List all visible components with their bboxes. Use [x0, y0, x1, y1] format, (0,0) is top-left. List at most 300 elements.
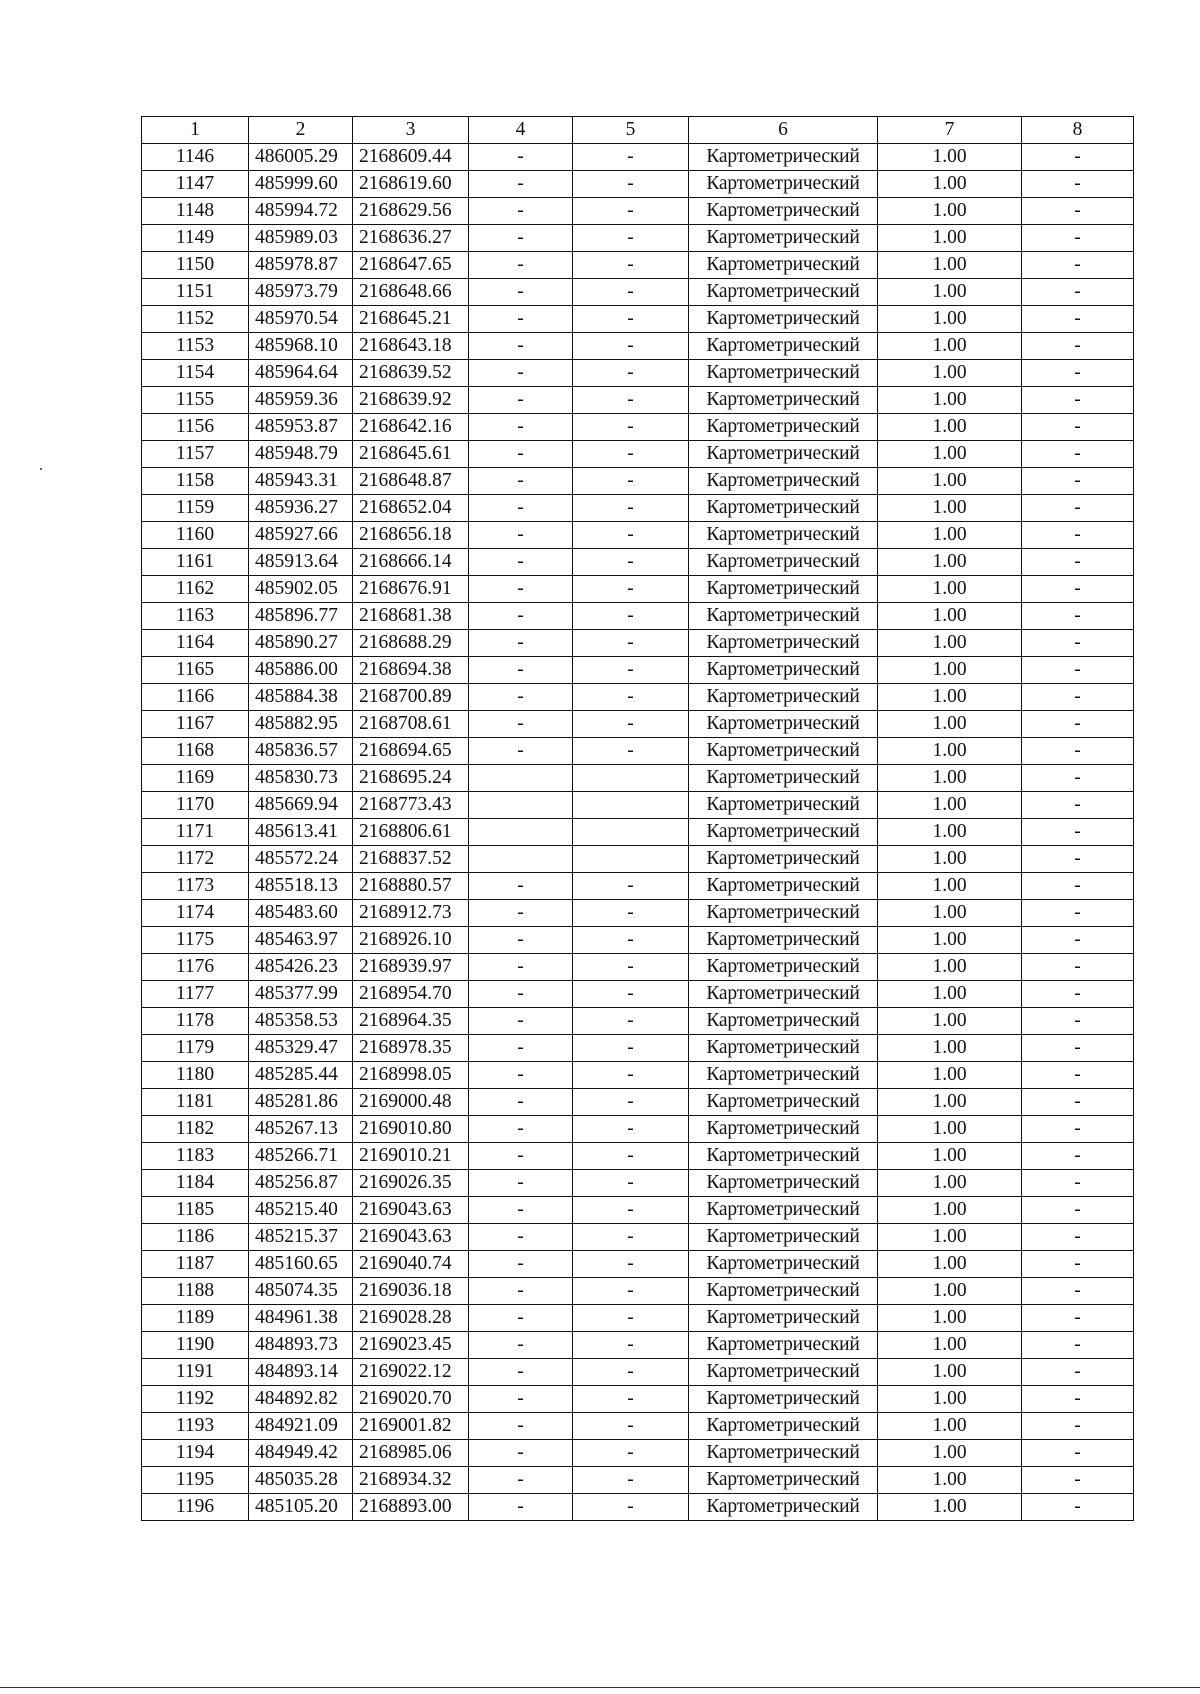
col-4-value-cell: -	[469, 468, 573, 495]
coordinate-y-cell: 2168639.52	[353, 360, 469, 387]
coordinate-x-cell: 485074.35	[249, 1278, 353, 1305]
table-row	[142, 1170, 1134, 1197]
col-8-value-cell: -	[1022, 198, 1134, 225]
coordinate-x-cell: 485483.60	[249, 900, 353, 927]
col-5-value-cell: -	[573, 1359, 689, 1386]
col-8-value-cell: -	[1022, 1170, 1134, 1197]
coordinate-x-cell: 486005.29	[249, 144, 353, 171]
table-row	[142, 981, 1134, 1008]
coordinate-y-cell: 2168645.21	[353, 306, 469, 333]
coordinate-y-cell: 2168773.43	[353, 792, 469, 819]
coordinates-table	[141, 116, 1134, 1521]
col-8-value-cell: -	[1022, 576, 1134, 603]
table-row	[142, 468, 1134, 495]
col-5-value-cell	[573, 792, 689, 819]
col-4-value-cell: -	[469, 171, 573, 198]
point-number-cell: 1183	[142, 1143, 249, 1170]
point-number-cell: 1179	[142, 1035, 249, 1062]
coordinate-y-cell: 2168681.38	[353, 603, 469, 630]
col-5-value-cell: -	[573, 1278, 689, 1305]
coordinate-x-cell: 485669.94	[249, 792, 353, 819]
accuracy-cell: 1.00	[878, 900, 1022, 927]
coordinate-y-cell: 2168926.10	[353, 927, 469, 954]
point-number-cell: 1175	[142, 927, 249, 954]
point-number-cell: 1172	[142, 846, 249, 873]
col-4-value-cell: -	[469, 630, 573, 657]
point-number-cell: 1189	[142, 1305, 249, 1332]
method-cell: Картометрический	[689, 144, 878, 171]
col-4-value-cell: -	[469, 144, 573, 171]
col-5-value-cell: -	[573, 333, 689, 360]
col-5-value-cell: -	[573, 981, 689, 1008]
coordinate-y-cell: 2168652.04	[353, 495, 469, 522]
col-4-value-cell: -	[469, 1008, 573, 1035]
accuracy-cell: 1.00	[878, 792, 1022, 819]
col-8-value-cell: -	[1022, 1224, 1134, 1251]
col-5-value-cell: -	[573, 1467, 689, 1494]
col-8-value-cell: -	[1022, 819, 1134, 846]
coordinate-x-cell: 485968.10	[249, 333, 353, 360]
point-number-cell: 1171	[142, 819, 249, 846]
accuracy-cell: 1.00	[878, 1278, 1022, 1305]
point-number-cell: 1191	[142, 1359, 249, 1386]
method-cell: Картометрический	[689, 279, 878, 306]
point-number-cell: 1149	[142, 225, 249, 252]
method-cell: Картометрический	[689, 198, 878, 225]
table-row	[142, 1413, 1134, 1440]
accuracy-cell: 1.00	[878, 225, 1022, 252]
col-5-value-cell	[573, 846, 689, 873]
col-5-value-cell: -	[573, 1224, 689, 1251]
table-row	[142, 171, 1134, 198]
point-number-cell: 1166	[142, 684, 249, 711]
accuracy-cell: 1.00	[878, 765, 1022, 792]
accuracy-cell: 1.00	[878, 252, 1022, 279]
method-cell: Картометрический	[689, 1089, 878, 1116]
accuracy-cell: 1.00	[878, 1062, 1022, 1089]
col-5-value-cell: -	[573, 252, 689, 279]
coordinate-x-cell: 485329.47	[249, 1035, 353, 1062]
point-number-cell: 1184	[142, 1170, 249, 1197]
col-4-value-cell: -	[469, 1359, 573, 1386]
col-4-value-cell: -	[469, 306, 573, 333]
accuracy-cell: 1.00	[878, 1467, 1022, 1494]
coordinate-x-cell: 485105.20	[249, 1494, 353, 1521]
col-8-value-cell: -	[1022, 1386, 1134, 1413]
accuracy-cell: 1.00	[878, 1305, 1022, 1332]
accuracy-cell: 1.00	[878, 711, 1022, 738]
col-5-value-cell: -	[573, 954, 689, 981]
col-4-value-cell: -	[469, 1035, 573, 1062]
coordinate-x-cell: 485285.44	[249, 1062, 353, 1089]
table-row	[142, 1035, 1134, 1062]
col-8-value-cell: -	[1022, 738, 1134, 765]
coordinate-y-cell: 2168642.16	[353, 414, 469, 441]
coordinate-x-cell: 485913.64	[249, 549, 353, 576]
coordinate-y-cell: 2169026.35	[353, 1170, 469, 1197]
col-5-value-cell: -	[573, 306, 689, 333]
coordinate-y-cell: 2168694.65	[353, 738, 469, 765]
col-5-value-cell: -	[573, 711, 689, 738]
table-row	[142, 738, 1134, 765]
accuracy-cell: 1.00	[878, 549, 1022, 576]
table-row	[142, 1467, 1134, 1494]
coordinate-x-cell: 484949.42	[249, 1440, 353, 1467]
coordinate-x-cell: 485215.37	[249, 1224, 353, 1251]
col-5-value-cell: -	[573, 144, 689, 171]
accuracy-cell: 1.00	[878, 981, 1022, 1008]
table-row	[142, 684, 1134, 711]
col-8-value-cell: -	[1022, 1143, 1134, 1170]
col-4-value-cell: -	[469, 1197, 573, 1224]
col-4-value-cell: -	[469, 414, 573, 441]
coordinate-x-cell: 485882.95	[249, 711, 353, 738]
table-body	[142, 144, 1134, 1521]
method-cell: Картометрический	[689, 360, 878, 387]
coordinate-x-cell: 485959.36	[249, 387, 353, 414]
col-4-value-cell: -	[469, 873, 573, 900]
coordinate-x-cell: 485463.97	[249, 927, 353, 954]
accuracy-cell: 1.00	[878, 441, 1022, 468]
coordinate-x-cell: 484961.38	[249, 1305, 353, 1332]
coordinate-x-cell: 485927.66	[249, 522, 353, 549]
point-number-cell: 1154	[142, 360, 249, 387]
method-cell: Картометрический	[689, 900, 878, 927]
col-5-value-cell: -	[573, 657, 689, 684]
accuracy-cell: 1.00	[878, 1116, 1022, 1143]
col-4-value-cell: -	[469, 1143, 573, 1170]
point-number-cell: 1192	[142, 1386, 249, 1413]
coordinate-x-cell: 485377.99	[249, 981, 353, 1008]
coordinate-y-cell: 2168964.35	[353, 1008, 469, 1035]
coordinate-y-cell: 2168643.18	[353, 333, 469, 360]
point-number-cell: 1196	[142, 1494, 249, 1521]
coordinate-x-cell: 484921.09	[249, 1413, 353, 1440]
coordinate-x-cell: 485215.40	[249, 1197, 353, 1224]
method-cell: Картометрический	[689, 387, 878, 414]
point-number-cell: 1159	[142, 495, 249, 522]
coordinate-x-cell: 485964.64	[249, 360, 353, 387]
coordinate-y-cell: 2168636.27	[353, 225, 469, 252]
col-4-value-cell: -	[469, 576, 573, 603]
method-cell: Картометрический	[689, 1413, 878, 1440]
col-4-value-cell: -	[469, 603, 573, 630]
coordinate-x-cell: 485943.31	[249, 468, 353, 495]
method-cell: Картометрический	[689, 522, 878, 549]
table-row	[142, 252, 1134, 279]
point-number-cell: 1168	[142, 738, 249, 765]
method-cell: Картометрический	[689, 1359, 878, 1386]
col-8-value-cell: -	[1022, 549, 1134, 576]
coordinate-y-cell: 2169036.18	[353, 1278, 469, 1305]
accuracy-cell: 1.00	[878, 684, 1022, 711]
accuracy-cell: 1.00	[878, 387, 1022, 414]
table-row	[142, 1197, 1134, 1224]
col-5-value-cell: -	[573, 576, 689, 603]
coordinate-x-cell: 485978.87	[249, 252, 353, 279]
method-cell: Картометрический	[689, 414, 878, 441]
coordinate-y-cell: 2168998.05	[353, 1062, 469, 1089]
method-cell: Картометрический	[689, 576, 878, 603]
method-cell: Картометрический	[689, 549, 878, 576]
col-5-value-cell: -	[573, 1089, 689, 1116]
coordinate-x-cell: 485973.79	[249, 279, 353, 306]
col-5-value-cell: -	[573, 1062, 689, 1089]
point-number-cell: 1182	[142, 1116, 249, 1143]
coordinate-x-cell: 485836.57	[249, 738, 353, 765]
table-row	[142, 657, 1134, 684]
table-row	[142, 1116, 1134, 1143]
col-5-value-cell: -	[573, 522, 689, 549]
table-row	[142, 144, 1134, 171]
method-cell: Картометрический	[689, 711, 878, 738]
point-number-cell: 1165	[142, 657, 249, 684]
method-cell: Картометрический	[689, 738, 878, 765]
point-number-cell: 1193	[142, 1413, 249, 1440]
col-5-value-cell: -	[573, 927, 689, 954]
method-cell: Картометрический	[689, 171, 878, 198]
accuracy-cell: 1.00	[878, 657, 1022, 684]
accuracy-cell: 1.00	[878, 576, 1022, 603]
point-number-cell: 1174	[142, 900, 249, 927]
col-4-value-cell: -	[469, 1278, 573, 1305]
method-cell: Картометрический	[689, 954, 878, 981]
point-number-cell: 1173	[142, 873, 249, 900]
point-number-cell: 1177	[142, 981, 249, 1008]
col-5-value-cell: -	[573, 1332, 689, 1359]
method-cell: Картометрический	[689, 657, 878, 684]
coordinate-y-cell: 2169043.63	[353, 1224, 469, 1251]
method-cell: Картометрический	[689, 819, 878, 846]
col-8-value-cell: -	[1022, 1089, 1134, 1116]
point-number-cell: 1188	[142, 1278, 249, 1305]
table-row	[142, 1143, 1134, 1170]
coordinate-x-cell: 485953.87	[249, 414, 353, 441]
col-8-value-cell: -	[1022, 657, 1134, 684]
accuracy-cell: 1.00	[878, 306, 1022, 333]
coordinate-y-cell: 2168893.00	[353, 1494, 469, 1521]
table-row	[142, 387, 1134, 414]
col-5-value-cell: -	[573, 279, 689, 306]
table-row	[142, 630, 1134, 657]
coordinate-y-cell: 2169000.48	[353, 1089, 469, 1116]
col-8-value-cell: -	[1022, 414, 1134, 441]
coordinate-x-cell: 485830.73	[249, 765, 353, 792]
col-5-value-cell: -	[573, 630, 689, 657]
point-number-cell: 1195	[142, 1467, 249, 1494]
col-8-value-cell: -	[1022, 1251, 1134, 1278]
point-number-cell: 1163	[142, 603, 249, 630]
coordinate-x-cell: 485160.65	[249, 1251, 353, 1278]
accuracy-cell: 1.00	[878, 1413, 1022, 1440]
coordinate-y-cell: 2168645.61	[353, 441, 469, 468]
table-row	[142, 1332, 1134, 1359]
coordinate-x-cell: 485999.60	[249, 171, 353, 198]
col-8-value-cell: -	[1022, 630, 1134, 657]
method-cell: Картометрический	[689, 333, 878, 360]
col-5-value-cell: -	[573, 225, 689, 252]
coordinate-y-cell: 2168688.29	[353, 630, 469, 657]
coordinate-y-cell: 2168934.32	[353, 1467, 469, 1494]
accuracy-cell: 1.00	[878, 603, 1022, 630]
accuracy-cell: 1.00	[878, 738, 1022, 765]
table-row	[142, 1278, 1134, 1305]
coordinate-y-cell: 2168880.57	[353, 873, 469, 900]
table-row	[142, 711, 1134, 738]
accuracy-cell: 1.00	[878, 630, 1022, 657]
table-row	[142, 1224, 1134, 1251]
coordinate-x-cell: 485896.77	[249, 603, 353, 630]
point-number-cell: 1146	[142, 144, 249, 171]
point-number-cell: 1186	[142, 1224, 249, 1251]
col-8-value-cell: -	[1022, 954, 1134, 981]
table-row	[142, 1251, 1134, 1278]
coordinate-y-cell: 2168978.35	[353, 1035, 469, 1062]
col-8-value-cell: -	[1022, 468, 1134, 495]
table-row	[142, 333, 1134, 360]
method-cell: Картометрический	[689, 1305, 878, 1332]
col-8-value-cell: -	[1022, 1359, 1134, 1386]
accuracy-cell: 1.00	[878, 495, 1022, 522]
accuracy-cell: 1.00	[878, 1089, 1022, 1116]
coordinate-y-cell: 2168954.70	[353, 981, 469, 1008]
col-5-value-cell: -	[573, 1440, 689, 1467]
col-8-value-cell: -	[1022, 1008, 1134, 1035]
coordinate-y-cell: 2168700.89	[353, 684, 469, 711]
coordinate-y-cell: 2168708.61	[353, 711, 469, 738]
col-4-value-cell: -	[469, 1062, 573, 1089]
method-cell: Картометрический	[689, 1467, 878, 1494]
point-number-cell: 1169	[142, 765, 249, 792]
table-row	[142, 792, 1134, 819]
coordinate-x-cell: 485890.27	[249, 630, 353, 657]
accuracy-cell: 1.00	[878, 333, 1022, 360]
col-4-value-cell: -	[469, 684, 573, 711]
col-8-value-cell: -	[1022, 225, 1134, 252]
table-row	[142, 1089, 1134, 1116]
method-cell: Картометрический	[689, 1224, 878, 1251]
method-cell: Картометрический	[689, 495, 878, 522]
col-8-value-cell: -	[1022, 306, 1134, 333]
point-number-cell: 1156	[142, 414, 249, 441]
col-8-value-cell: -	[1022, 144, 1134, 171]
table-row	[142, 1494, 1134, 1521]
coordinate-y-cell: 2168666.14	[353, 549, 469, 576]
col-5-value-cell: -	[573, 1386, 689, 1413]
col-4-value-cell: -	[469, 333, 573, 360]
col-4-value-cell: -	[469, 279, 573, 306]
accuracy-cell: 1.00	[878, 144, 1022, 171]
coordinate-y-cell: 2169028.28	[353, 1305, 469, 1332]
coordinate-y-cell: 2168985.06	[353, 1440, 469, 1467]
col-4-value-cell: -	[469, 522, 573, 549]
col-4-value-cell: -	[469, 1413, 573, 1440]
table-row	[142, 414, 1134, 441]
accuracy-cell: 1.00	[878, 1197, 1022, 1224]
coordinate-y-cell: 2168648.66	[353, 279, 469, 306]
coordinate-x-cell: 485267.13	[249, 1116, 353, 1143]
accuracy-cell: 1.00	[878, 819, 1022, 846]
point-number-cell: 1161	[142, 549, 249, 576]
coordinate-x-cell: 485426.23	[249, 954, 353, 981]
col-8-value-cell: -	[1022, 1305, 1134, 1332]
coordinate-y-cell: 2168912.73	[353, 900, 469, 927]
table-row	[142, 765, 1134, 792]
coordinate-y-cell: 2169001.82	[353, 1413, 469, 1440]
accuracy-cell: 1.00	[878, 468, 1022, 495]
point-number-cell: 1180	[142, 1062, 249, 1089]
col-4-value-cell	[469, 792, 573, 819]
method-cell: Картометрический	[689, 1278, 878, 1305]
coordinate-y-cell: 2168695.24	[353, 765, 469, 792]
table-row	[142, 549, 1134, 576]
col-4-value-cell: -	[469, 981, 573, 1008]
coordinate-y-cell: 2169010.80	[353, 1116, 469, 1143]
method-cell: Картометрический	[689, 1062, 878, 1089]
accuracy-cell: 1.00	[878, 360, 1022, 387]
coordinate-x-cell: 485994.72	[249, 198, 353, 225]
coordinate-y-cell: 2168694.38	[353, 657, 469, 684]
col-5-value-cell: -	[573, 1143, 689, 1170]
header-col-7: 7	[878, 117, 1022, 144]
accuracy-cell: 1.00	[878, 414, 1022, 441]
header-col-1: 1	[142, 117, 249, 144]
coordinate-x-cell: 485572.24	[249, 846, 353, 873]
coordinate-y-cell: 2168639.92	[353, 387, 469, 414]
coordinate-y-cell: 2168647.65	[353, 252, 469, 279]
table-row	[142, 1386, 1134, 1413]
col-4-value-cell: -	[469, 1251, 573, 1278]
col-4-value-cell: -	[469, 927, 573, 954]
coordinate-x-cell: 485902.05	[249, 576, 353, 603]
table-row	[142, 495, 1134, 522]
col-5-value-cell: -	[573, 468, 689, 495]
col-4-value-cell: -	[469, 1467, 573, 1494]
coordinate-y-cell: 2168676.91	[353, 576, 469, 603]
point-number-cell: 1167	[142, 711, 249, 738]
coordinate-y-cell: 2169022.12	[353, 1359, 469, 1386]
col-4-value-cell: -	[469, 1440, 573, 1467]
point-number-cell: 1185	[142, 1197, 249, 1224]
point-number-cell: 1155	[142, 387, 249, 414]
method-cell: Картометрический	[689, 1116, 878, 1143]
coordinate-y-cell: 2168619.60	[353, 171, 469, 198]
coordinate-y-cell: 2169043.63	[353, 1197, 469, 1224]
col-4-value-cell	[469, 765, 573, 792]
table-row	[142, 927, 1134, 954]
table-row	[142, 306, 1134, 333]
point-number-cell: 1157	[142, 441, 249, 468]
coordinate-x-cell: 485936.27	[249, 495, 353, 522]
col-5-value-cell: -	[573, 495, 689, 522]
bottom-rule	[0, 1687, 1200, 1688]
coordinate-x-cell: 485518.13	[249, 873, 353, 900]
col-8-value-cell: -	[1022, 981, 1134, 1008]
col-5-value-cell: -	[573, 1116, 689, 1143]
table-row	[142, 198, 1134, 225]
method-cell: Картометрический	[689, 1197, 878, 1224]
coordinate-y-cell: 2168609.44	[353, 144, 469, 171]
table-row	[142, 1440, 1134, 1467]
coordinate-x-cell: 485989.03	[249, 225, 353, 252]
col-8-value-cell: -	[1022, 1197, 1134, 1224]
coordinate-x-cell: 485884.38	[249, 684, 353, 711]
col-5-value-cell: -	[573, 360, 689, 387]
method-cell: Картометрический	[689, 225, 878, 252]
point-number-cell: 1158	[142, 468, 249, 495]
accuracy-cell: 1.00	[878, 1359, 1022, 1386]
col-8-value-cell: -	[1022, 684, 1134, 711]
